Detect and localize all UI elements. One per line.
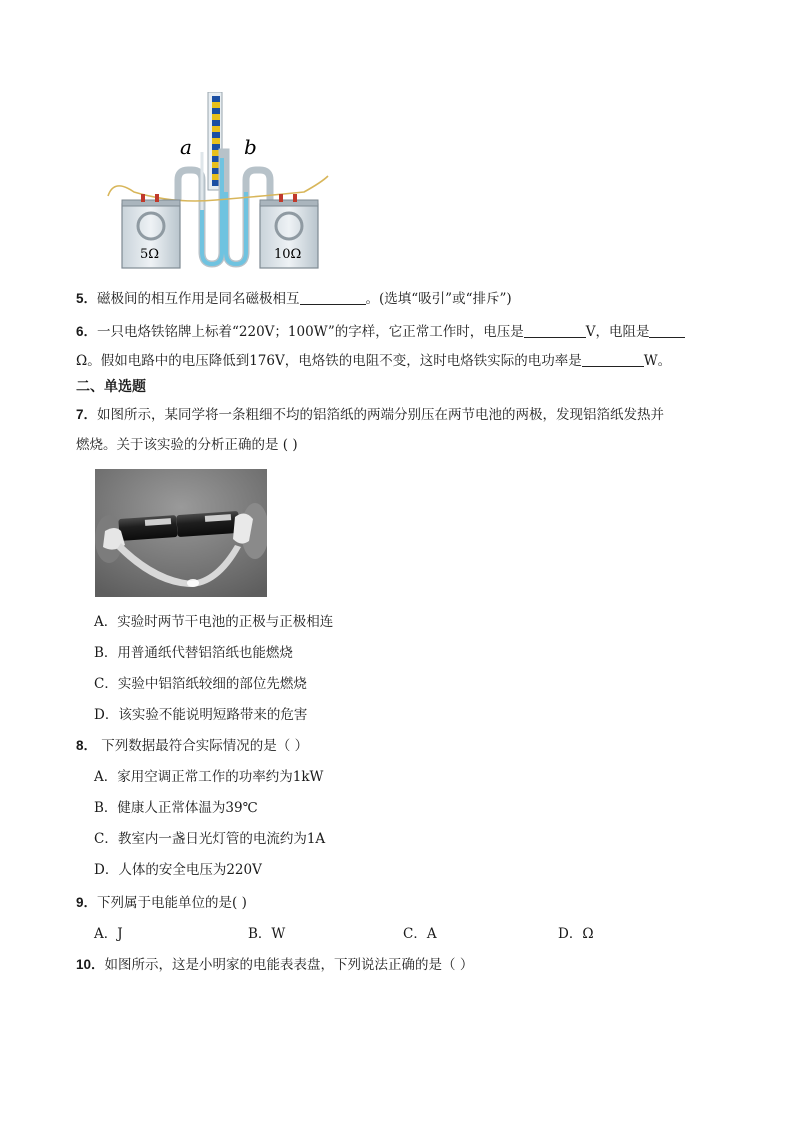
resistor-right-label: 10Ω: [274, 247, 302, 262]
section-heading: 二、单选题: [76, 379, 146, 395]
question-number: 10．: [76, 957, 105, 972]
question-text: V，电阻是: [585, 324, 650, 340]
answer-blank[interactable]: [649, 323, 685, 338]
question-number: 7．: [76, 407, 98, 422]
answer-blank[interactable]: [582, 352, 644, 367]
question-7-line-1: [76, 405, 664, 425]
question-text: W。: [643, 353, 672, 369]
question-6-line-2: [76, 351, 671, 371]
q7-option-d[interactable]: D．该实验不能说明短路带来的危害: [94, 707, 308, 723]
q7-option-a[interactable]: A．实验时两节干电池的正极与正极相连: [94, 614, 334, 630]
question-text: 下列数据最符合实际情况的是（ ）: [97, 738, 309, 754]
q9-option-d[interactable]: D．Ω: [558, 926, 594, 942]
question-text: 如图所示，这是小明家的电能表表盘，下列说法正确的是（ ）: [104, 957, 474, 973]
answer-blank[interactable]: [300, 290, 366, 305]
answer-blank[interactable]: [524, 323, 586, 338]
resistor-left-label: 5Ω: [140, 247, 160, 262]
q7-option-c[interactable]: C．实验中铝箔纸较细的部位先燃烧: [94, 676, 307, 692]
q8-option-d[interactable]: D．人体的安全电压为220V: [94, 862, 262, 878]
tube-label-b: b: [244, 135, 257, 159]
question-8: [76, 736, 308, 756]
question-6-line-1: [76, 322, 685, 342]
q8-option-b[interactable]: B．健康人正常体温为39℃: [94, 800, 258, 816]
question-number: 8．: [76, 738, 98, 753]
question-10: [76, 955, 473, 975]
question-number: 9．: [76, 895, 98, 910]
question-number: 6．: [76, 324, 98, 339]
question-9: [76, 893, 247, 913]
q9-option-b[interactable]: B．W: [248, 926, 286, 942]
q9-option-a[interactable]: A．J: [94, 926, 123, 942]
question-text: 下列属于电能单位的是( ): [97, 895, 247, 911]
q9-option-c[interactable]: C．A: [403, 926, 437, 942]
question-text: 如图所示，某同学将一条粗细不均的铝箔纸的两端分别压在两节电池的两极，发现铝箔纸发热并: [97, 407, 665, 423]
question-text: 。(选填“吸引”或“排斥”): [365, 291, 512, 307]
tube-label-a: a: [180, 135, 192, 159]
q8-option-c[interactable]: C．教室内一盏日光灯管的电流约为1A: [94, 831, 326, 847]
q7-option-b[interactable]: B．用普通纸代替铝箔纸也能燃烧: [94, 645, 293, 661]
question-number: 5．: [76, 291, 98, 306]
question-text: 一只电烙铁铭牌上标着“220V；100W”的字样，它正常工作时，电压是: [97, 324, 524, 340]
joule-heating-apparatus-figure: [104, 92, 334, 272]
question-text: 磁极间的相互作用是同名磁极相互: [97, 291, 300, 307]
question-5: [76, 289, 512, 309]
question-text: Ω。假如电路中的电压降低到176V，电烙铁的电阻不变，这时电烙铁实际的电功率是: [76, 353, 582, 369]
battery-foil-photo: [95, 469, 267, 597]
question-7-line-2: 燃烧。关于该实验的分析正确的是 ( ): [76, 437, 298, 453]
q8-option-a[interactable]: A．家用空调正常工作的功率约为1kW: [94, 769, 324, 785]
